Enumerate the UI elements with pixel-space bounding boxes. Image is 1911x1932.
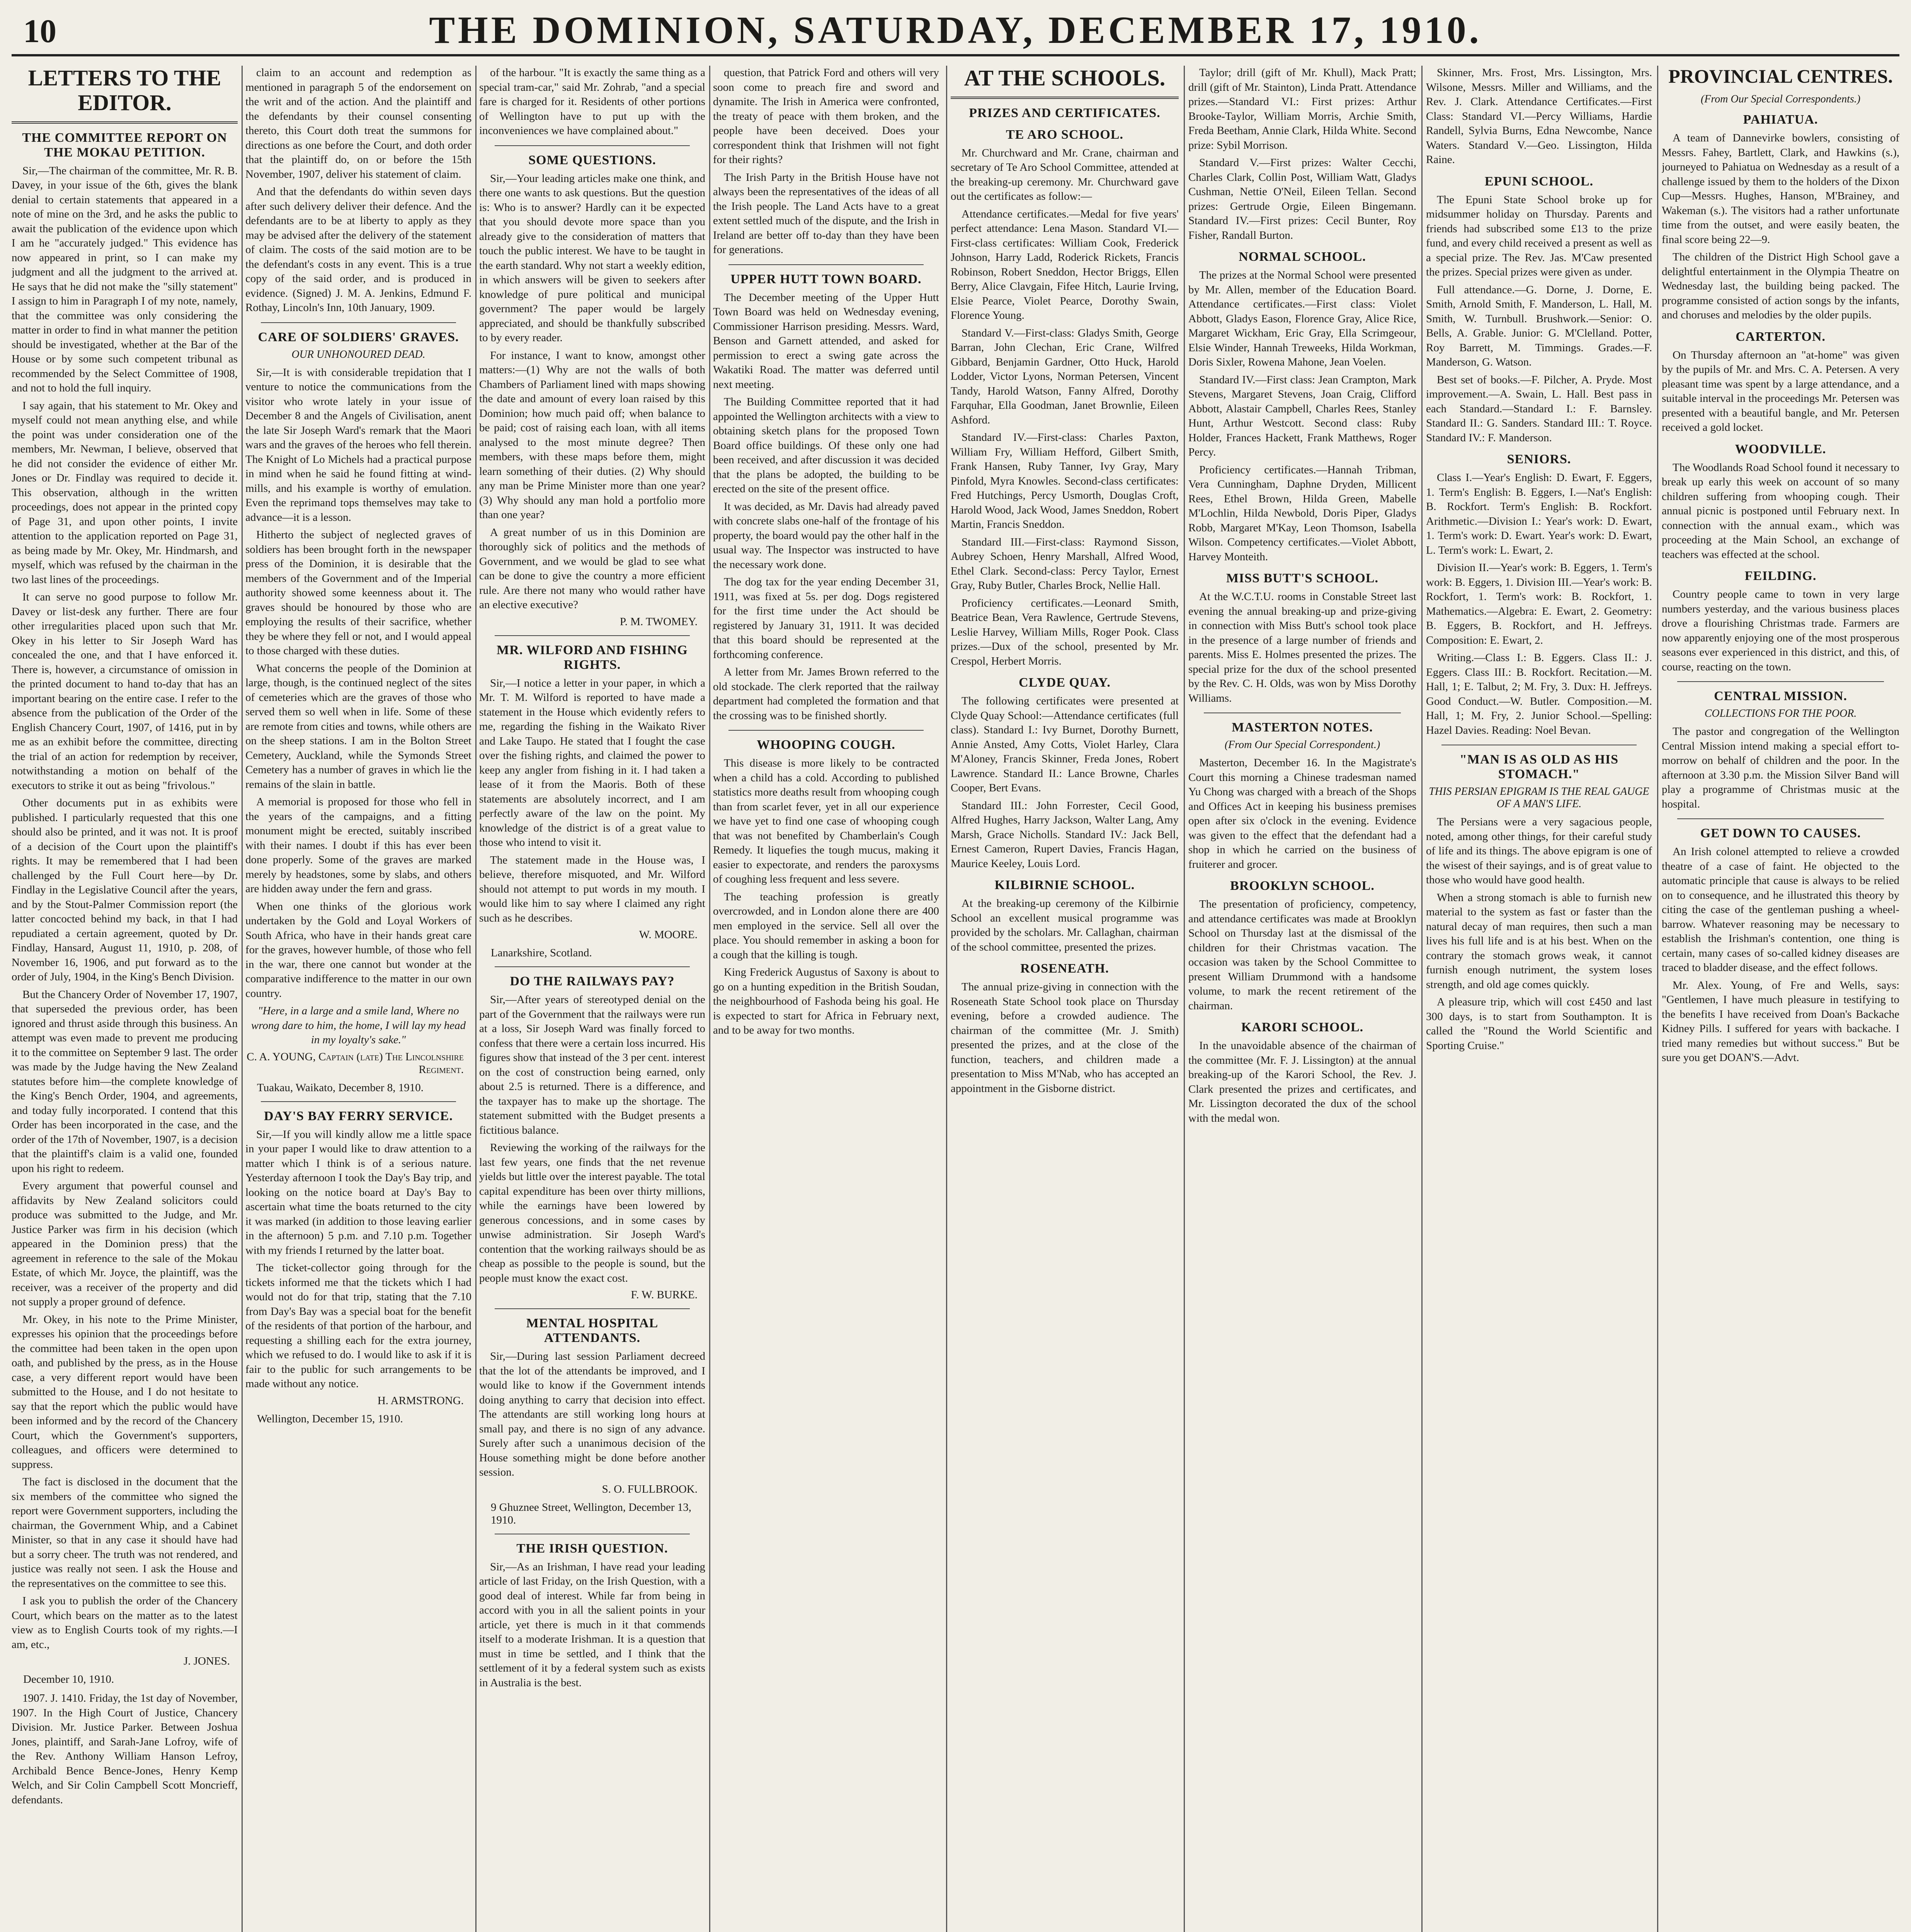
paragraph: I say again, that his statement to Mr. Okey and myself could not mean anything else, and while the point was under consideration one of the members, Mr. Newman, I believe, observed that he did not consider the evidence of either Mr. Jones or Dr. Findlay was required to decide it. This observation, although in the written proceedings, does not appear in the printed copy of Page 31, and upon other points, I invite attention to the application reported on Page 31, as being made by Mr. Okey, Mr. Hindmarsh, and myself, which was refused by the chairman in the two last lines of the proceedings. — [12, 399, 238, 586]
article-heading: CLYDE QUAY. — [1019, 675, 1111, 690]
column-rule — [709, 66, 710, 1932]
paragraph: Proficiency certificates.—Leonard Smith, Beatrice Bean, Vera Rawlence, Gertrude Stevens, Leslie Harvey, William Mills, Roger Pook. Class prizes.—Dux of the school, presented by Mr. Crespol, Herbert Morris. — [951, 597, 1179, 667]
paragraph: question, that Patrick Ford and others will very soon come to preach fire and sword and dynamite. The Irish in America were confronted, the treaty of peace with them broken, and the people have been deceived. Does your correspondent think that Irishmen will not fight for their rights? — [713, 66, 939, 166]
paragraph: Masterton, December 16. In the Magistrate's Court this morning a Chinese tradesman named Yu Chong was charged with a breach of the Shops and Offices Act in keeping his business premises open after six o'clock in the evening. Evidence was given to the effect that the defendant had a shop in which he carried on the business of fruiterer and grocer. — [1188, 757, 1416, 871]
paragraph: This disease is more likely to be contracted when a child has a cold. According to published statistics more deaths result from whooping cough than from scarlet fever, yet in all our experience we have yet to find one case of whooping cough that was not benefited by Chamberlain's Cough Remedy. It liquefies the tough mucus, making it easier to expectorate, and renders the paroxysms of coughing less frequent and less severe. — [713, 757, 939, 885]
paragraph: Standard III.—First-class: Raymond Sisson, Aubrey Schoen, Henry Marshall, Alfred Wood, Ethel Clark. Second-class: Percy Taylor, Ernest Gray, Ruby Butler, Charles Brock, Nellie Hall. — [951, 536, 1179, 592]
paragraph: King Frederick Augustus of Saxony is about to go on a hunting expedition in the British Soudan, the neighbourhood of Fashoda being his goal. He is expected to start for Africa in February next, and to be away for two months. — [713, 966, 939, 1036]
paragraph: The pastor and congregation of the Wellington Central Mission intend making a special effort to-morrow on behalf of children and the poor. In the afternoon at 3.30 p.m. the Mission Silver Band will play a programme of Christmas music at the hospital. — [1662, 725, 1899, 810]
paragraph: claim to an account and redemption as mentioned in paragraph 5 of the endorsement on the writ and of the action. And the plaintiff and the defendants by their counsel consenting thereto, this Court doth treat the summons for directions as one before the Court, and doth order that the plaintiff do, on or before the 15th November, 1907, deliver his statement of claim. — [245, 66, 471, 180]
paragraph: Standard IV.—First-class: Charles Paxton, William Fry, William Hefford, Gilbert Smith, Frank Hansen, Ruby Tanner, Ivy Gray, Mary Pinfold, Myra Knowles. Second-class certificates: Fred Hutchings, Percy Usmorth, Douglas Croft, Harold Wood, Jack Wood, James Sneddon, Robert Martin, Francis Sneddon. — [951, 431, 1179, 531]
paragraph: For instance, I want to know, amongst other matters:—(1) Why are not the walls of both Chambers of Parliament lined with maps showing the date and amount of every loan raised by this Dominion; how much paid off; when balance to be paid; cost of raising each loan, with all items analysed to the most minute degree? Then members, with these maps before them, might learn something of their duties. (2) Why should any man be Prime Minister more than one year? (3) Why should any man hold a portfolio more than one year? — [479, 349, 705, 521]
article-heading: SENIORS. — [1507, 452, 1571, 466]
newspaper-page — [12, 8, 1899, 1932]
paragraph: When one thinks of the glorious work undertaken by the Gold and Loyal Workers of South Africa, who have in their hands great care for the graves, however humble, of those who fell in the war, there one cannot but wonder at the comparative indifference to the matter in our own country. — [245, 900, 471, 1000]
paragraph: The dog tax for the year ending December 31, 1911, was fixed at 5s. per dog. Dogs registered for the first time under the Act should be registered by January 31, 1911. It was decided that this board should be represented at the forthcoming conference. — [713, 576, 939, 661]
paragraph: Country people came to town in very large numbers yesterday, and the various business places drove a flourishing Christmas trade. Farmers are now apparently enjoying one of the most prosperous seasons ever experienced in this district, and this, of course, reacting on the town. — [1662, 588, 1899, 673]
article-heading: PAHIATUA. — [1743, 112, 1818, 127]
divider — [12, 121, 238, 124]
paragraph: The Woodlands Road School found it necessary to break up early this week on account of so many children suffering from whooping cough. Their annual picnic is postponed until February next. In connection with the annual exam., which was proceeding at the Main School, an exchange of teachers was effected at the school. — [1662, 461, 1899, 561]
paragraph: Reviewing the working of the railways for the last few years, one finds that the net revenue yields but little over the interest payable. The total capital expenditure has been over thirty millions, while the earnings have been lowered by generous concessions, and in some cases by unwise administration. Sir Joseph Ward's contention that the working railways should be as cheap as possible to the people is sound, but the people must know the exact cost. — [479, 1141, 705, 1284]
paragraph: Standard V.—First-class: Gladys Smith, George Barran, John Clechan, Eric Crane, Wilfred Gibbard, Benjamin Gardner, Otto Huck, Harold Lodder, Victor Lyons, Norman Petersen, Vincent Tandy, Harold Watson, Fanny Alfred, Dorothy Farquhar, Ella Goodman, Janet Brownlie, Eileen Ashford. — [951, 327, 1179, 426]
dateline: Tuakau, Waikato, December 8, 1910. — [257, 1081, 424, 1094]
column-7 — [1426, 66, 1652, 1932]
paragraph: I ask you to publish the order of the Chancery Court, which bears on the matter as to the latest view as to English Courts took of my rights.—I am, etc., — [12, 1595, 238, 1651]
paragraph: Sir,—I notice a letter in your paper, in which a Mr. T. M. Wilford is reported to have made a statement in the House which evidently refers to me, regarding the fishing in the Waikato River and Lake Taupo. He stated that I fought the case over the fishing rights, and claimed the power to keep any angler from fishing in it. I had taken a lease of it from the Maoris. Both of these statements are absolutely incorrect, and I am perfectly aware of the law on the point. My knowledge of the district is of a great value to those who intend to visit it. — [479, 677, 705, 849]
column-rule — [946, 66, 947, 1932]
section-heading-letters: LETTERS TO THE EDITOR. — [28, 66, 221, 115]
article-heading: ROSENEATH. — [1020, 961, 1109, 976]
article-heading: WHOOPING COUGH. — [757, 738, 895, 752]
article-heading: DO THE RAILWAYS PAY? — [510, 974, 675, 988]
paragraph: A team of Dannevirke bowlers, consisting of Messrs. Fahey, Bartlett, Clark, and Hawkins (s.), journeyed to Pahiatua on Wednesday as a result of a challenge issued by them to the holders of the Dixon Cup—Messrs. Hughes, Hanson, M'Brainey, and Wakeman (s.). The visitors had a rather unfortunate time from the outset, and were easily beaten, the final score being 22—9. — [1662, 132, 1899, 246]
paragraph: Best set of books.—F. Pilcher, A. Pryde. Most improvement.—A. Swain, L. Hall. Best pass in each Standard.—Standard I.: F. Barnsley. Standard II.: G. Sanders. Standard III.: T. Royce. Standard IV.: F. Manderson. — [1426, 373, 1652, 444]
article-heading: PRIZES AND CERTIFICATES. — [969, 105, 1161, 120]
section-heading-schools: AT THE SCHOOLS. — [964, 66, 1166, 90]
column-8 — [1662, 66, 1899, 1932]
article-heading: FEILDING. — [1744, 569, 1817, 583]
article-heading: CENTRAL MISSION. — [1714, 689, 1847, 703]
paragraph: Standard IV.—First class: Jean Crampton, Mark Stevens, Margaret Stevens, Joan Craig, Clifford Abbott, Alastair Campbell, Charles Rees, Stanley Hunt, Arthur Westcott. Second class: Ruby Holder, Frances Hackett, Frank Matthews, Roger Percy. — [1188, 373, 1416, 458]
paragraph: The teaching profession is greatly overcrowded, and in London alone there are 400 men employed in the service. Sell all over the place. You should remember in asking a boon for a cough that the killing is tough. — [713, 890, 939, 961]
section-heading-provincial: PROVINCIAL CENTRES. — [1668, 66, 1893, 87]
signature: F. W. BURKE. — [631, 1289, 698, 1301]
article-heading: MR. WILFORD AND FISHING RIGHTS. — [497, 643, 688, 672]
paragraph: Sir,—After years of stereotyped denial on the part of the Government that the railways were run at a loss, Sir Joseph Ward was finally forced to confess that there were a certain loss incurred. His figures show that instead of the 3 per cent. interest on the cost of construction being earned, only about 2.5 is returned. There is a difference, and the taxpayer has to make up the shortage. The statement submitted with the Budget presents a fictitious balance. — [479, 993, 705, 1136]
paragraph: Proficiency certificates.—Hannah Tribman, Vera Cunningham, Daphne Dryden, Millicent Rees, Ethel Brown, Hilda Green, Mabelle M'Lochlin, Hilda Newbold, Doris Piper, Gladys Robb, Margaret M'Kay, Leon Thomson, Isabella Wilson. Competency certificates.—Violet Abbott, Harvey Monteith. — [1188, 463, 1416, 563]
signature: S. O. FULLBROOK. — [602, 1483, 698, 1495]
paragraph: On Thursday afternoon an "at-home" was given by the pupils of Mr. and Mrs. C. A. Petersen. A very pleasant time was spent by a large attendance, and a suitable interval in the proceedings Mr. Petersen was presented with a beautiful bangle, and Mr. Petersen received a gold locket. — [1662, 349, 1899, 434]
article-subheading: THIS PERSIAN EPIGRAM IS THE REAL GAUGE OF A MAN'S LIFE. — [1429, 786, 1649, 810]
column-rule — [242, 66, 243, 1932]
article-heading: MASTERTON NOTES. — [1232, 720, 1373, 735]
paragraph: It was decided, as Mr. Davis had already paved with concrete slabs one-half of the frontage of his property, the board would pay the other half in the usual way. The Inspector was instructed to have the necessary work done. — [713, 500, 939, 571]
article-heading: UPPER HUTT TOWN BOARD. — [730, 272, 922, 286]
column-3 — [479, 66, 705, 1932]
article-heading: MENTAL HOSPITAL ATTENDANTS. — [526, 1316, 659, 1345]
article-heading: CARE OF SOLDIERS' GRAVES. — [258, 330, 459, 344]
article-heading: MISS BUTT'S SCHOOL. — [1226, 571, 1379, 585]
dateline: 9 Ghuznee Street, Wellington, December 13, 1910. — [491, 1501, 691, 1526]
divider — [1677, 681, 1884, 682]
paragraph: When a strong stomach is able to furnish new material to the system as fast or faster than the natural decay of man requires, then such a man lives his full life and is at his best. When on the contrary the stomach grows weak, it cannot furnish enough nutriment, the system loses strength, and old age comes quickly. — [1426, 891, 1652, 991]
signature: H. ARMSTRONG. — [377, 1394, 464, 1407]
paragraph: of the harbour. "It is exactly the same thing as a special tram-car," said Mr. Zohrab, "and a special fare is charged for it. Residents of other portions of Wellington have to put up with the inconveniences we have complained about." — [479, 66, 705, 137]
article-subheading: OUR UNHONOURED DEAD. — [291, 348, 425, 361]
column-6 — [1188, 66, 1416, 1932]
verse: "Here, in a large and a smile land, Where no wrong dare to him, the home, I will lay my head in my loyalty's sake." — [251, 1005, 466, 1046]
paragraph: An Irish colonel attempted to relieve a crowded theatre of a case of faint. He objected to the automatic principle that cause is always to be relied on to consequence, and he illustrated this theory by citing the case of the gentleman pushing a wheel-barrow. Whatever reasoning may be necessary to establish the Irishman's contention, one thing is certain, many cases of so-called kidney diseases are traced to bladder disease, and the effect follows. — [1662, 845, 1899, 974]
paragraph: A letter from Mr. James Brown referred to the old stockade. The clerk reported that the railway department had completed the formation and that the crossing was to be finished shortly. — [713, 666, 939, 722]
paragraph: Division II.—Year's work: B. Eggers, 1. Term's work: B. Eggers, 1. Division III.—Year's work: B. Rockfort, 1. Term's work: B. Rockfort, 1. Mathematics.—Algebra: E. Ewart, 2. Geometry: B. Eggers, B. Rockfort, and H. Jeffreys. Composition: E. Ewart, 2. — [1426, 561, 1652, 646]
dateline: December 10, 1910. — [23, 1673, 114, 1686]
paragraph: Sir,—If you will kindly allow me a little space in your paper I would like to draw attention to a matter which I think is of a serious nature. Yesterday afternoon I took the Day's Bay trip, and looking on the notice board at Day's Bay to ascertain what time the boats returned to the city it was marked (in addition to those leaving earlier in the afternoon) 5 p.m. and 7.10 p.m. Together with my friends I returned by the latter boat. — [245, 1128, 471, 1257]
paragraph: Mr. Churchward and Mr. Crane, chairman and secretary of Te Aro School Committee, attended at the breaking-up ceremony. Mr. Churchward gave out the certificates as follow:— — [951, 146, 1179, 203]
article-heading: NORMAL SCHOOL. — [1239, 250, 1366, 264]
signature: W. MOORE. — [639, 929, 698, 941]
paragraph: And that the defendants do within seven days after such delivery deliver their defence. And the defendants are to be at liberty to apply as they may be advised after the delivery of the statement of claim. The costs of the said motion are to be the defendant's costs in any event. This is a true copy of the said order, and is produced in evidence. (Signed) J. M. A. Jenkins, Edmund F. Rothay, Lincoln's Inn, 10th January, 1909. — [245, 185, 471, 314]
paragraph: Mr. Alex. Young, of Fre and Wells, says: "Gentlemen, I have much pleasure in testifying to the benefits I have received from Doan's Backache Kidney Pills. I suffered for years with backache. I tried many remedies but without success." But be sure you get DOAN'S.—Advt. — [1662, 979, 1899, 1064]
article-heading: KILBIRNIE SCHOOL. — [994, 878, 1135, 893]
signature: C. A. YOUNG, Captain (late) The Lincolnshire Regiment. — [247, 1050, 464, 1076]
column-4 — [713, 66, 939, 1932]
paragraph: In the unavoidable absence of the chairman of the committee (Mr. F. J. Lissington) at the annual breaking-up of the Karori School, the Rev. J. Clark presented the prizes and certificates, and Mr. Lissington decorated the dux of the school with the medal won. — [1188, 1039, 1416, 1124]
article-heading: EPUNI SCHOOL. — [1484, 174, 1594, 189]
paragraph: Sir,—It is with considerable trepidation that I venture to notice the communications from the visitor who wrote lately in your issue of December 8 and the Angels of Civilisation, anent the late Sir Joseph Ward's remark that the Maori wars and the graves of the heroes who fell therein. The Knight of Lo Michels had a practical purpose in mind when he said he found fitting at wind-mills, and his example is worthy of emulation. Even the reprimand tops themselves may take to advance—it is a lesson. — [245, 366, 471, 524]
article-heading: THE COMMITTEE REPORT ON THE MOKAU PETITION. — [22, 130, 227, 160]
paragraph: A pleasure trip, which will cost £450 and last 300 days, is to start from Southampton. It is called the "Round the World Scientific and Sporting Cruise." — [1426, 996, 1652, 1052]
divider — [261, 322, 456, 323]
paragraph: The December meeting of the Upper Hutt Town Board was held on Wednesday evening, Commissioner Harrison presiding. Messrs. Ward, Benson and Garnett attended, and asked for permission to erect a swing gate across the Wakatiki Road. The matter was deferred until next meeting. — [713, 291, 939, 391]
column-rule — [475, 66, 476, 1932]
article-subheading: COLLECTIONS FOR THE POOR. — [1704, 707, 1857, 719]
paragraph: Sir,—During last session Parliament decreed that the lot of the attendants be improved, and I would like to know if the Government intends doing anything to carry that decision into effect. The attendants are still working long hours at small pay, and there is no sign of any advance. Surely after such a unanimous decision of the House something might be done before another session. — [479, 1350, 705, 1478]
divider — [495, 966, 690, 967]
column-rule — [1657, 66, 1658, 1932]
masthead — [12, 8, 1899, 56]
article-heading: DAY'S BAY FERRY SERVICE. — [264, 1109, 453, 1123]
divider — [261, 1101, 456, 1102]
dateline: Lanarkshire, Scotland. — [491, 947, 592, 959]
paragraph: The prizes at the Normal School were presented by Mr. Allen, member of the Education Board. Attendance certificates.—First class: Violet Abbott, Gladys Eason, Florence Gray, Alice Rice, Margaret Wickham, Eric Gray, Ella Scrimgeour, Elsie Winder, Hannah Treweeks, Hilda Workman, Doris Sixler, Rowena Mahone, Jean Voelen. — [1188, 269, 1416, 368]
paragraph: The fact is disclosed in the document that the six members of the committee who signed the report were Government supporters, including the chairman, the Government Whip, and a Cabinet Minister, so that in any case it should have had but a sorry cheer. The truth was not rendered, and justice was really not seen. I ask the House and the representatives on the committee to see this. — [12, 1476, 238, 1590]
article-heading: "MAN IS AS OLD AS HIS STOMACH." — [1459, 752, 1619, 781]
paragraph: Sir,—Your leading articles make one think, and there one wants to ask questions. But the question is: Who is to answer? Hardly can it be expected that you should devote more space than you already give to the consideration of matters that touch the public interest. We have to be taught in the earth standard. Why not start a weekly edition, in which answers will be given to seekers after knowledge of pure political and municipal government? The paper would be largely appreciated, and should be thankfully subscribed to by every reader. — [479, 172, 705, 344]
divider — [1677, 818, 1884, 819]
masthead-title: THE DOMINION, SATURDAY, DECEMBER 17, 1910. — [429, 9, 1482, 51]
paragraph: Standard V.—First prizes: Walter Cecchi, Charles Clark, Collin Post, William Watt, Gladys Cushman, Nettie O'Neil, Eileen Tellan. Second prizes: Gertrude Orgie, Eileen Bingemann. Standard IV.—First prizes: Cecil Bunter, Roy Fisher, Randall Burton. — [1188, 156, 1416, 242]
paragraph: Taylor; drill (gift of Mr. Khull), Mack Pratt; drill (gift of Mr. Stainton), Linda Pratt. Attendance prizes.—Standard VI.: First prizes: Arthur Brooke-Taylor, William Morris, Archie Smith, Freda Beetham, Annie Clark, Hilda White. Second prize: Sybil Morrison. — [1188, 66, 1416, 151]
divider — [728, 264, 924, 265]
article-heading: KARORI SCHOOL. — [1241, 1020, 1364, 1034]
paragraph: Hitherto the subject of neglected graves of soldiers has been brought forth in the newspaper press of the Dominion, it is desirable that the members of the Government and of the Imperial authority showed some keenness about it. The graves should be honoured by those who are employing the results of their sacrifice, whether they be where they fell or not, and I would appeal to those charged with these duties. — [245, 529, 471, 657]
article-heading: SOME QUESTIONS. — [528, 153, 656, 167]
paragraph: What concerns the people of the Dominion at large, though, is the continued neglect of the sites of cemeteries which are the graves of those who served them so well when in life. Some of these are remote from cities and towns, while others are on the sheep stations. I am in the Bolton Street Cemetery, Auckland, while the Symonds Street Cemetery has a number of graves in which lie the remains of the slain in battle. — [245, 662, 471, 791]
paragraph: The children of the District High School gave a delightful entertainment in the Olympia Theatre on Wednesday last, the building being packed. The programme consisted of action songs by the infants, and choruses and melodies by the older pupils. — [1662, 251, 1899, 321]
paragraph: The Persians were a very sagacious people, noted, among other things, for their careful study of life and its things. The above epigram is one of the wisest of their sayings, and is of great value to those who would have good health. — [1426, 816, 1652, 886]
paragraph: Attendance certificates.—Medal for five years' perfect attendance: Lena Mason. Standard VI.—First-class certificates: William Cook, Frederick Johnson, Harry Ladd, Roderick Rickets, Francis Robinson, Robert Sneddon, Hector Briggs, Ellen Berry, Alice Clavgain, Fifee Hitch, Laurie Irving, Elsie Pearce, Violet Pearce, Dorothy Swain, Florence Young. — [951, 207, 1179, 322]
signature: P. M. TWOMEY. — [619, 615, 698, 628]
paragraph: 1907. J. 1410. Friday, the 1st day of November, 1907. In the High Court of Justice, Chancery Division. Mr. Justice Parker. Between Joshua Jones, plaintiff, and Sarah-Jane Lofroy, wife of the Rev. Anthony William Hanson Lefroy, Archibald Bence Bence-Jones, Henry Kemp Welch, and Sir Colin Campbell Scott Moncrieff, defendants. — [12, 1692, 238, 1806]
paragraph: The following certificates were presented at Clyde Quay School:—Attendance certificates (full class). Standard I.: Ivy Burnet, Dorothy Burnett, Annie Ansted, Amy Cotts, Violet Harley, Clara M'Aloney, Francis Skinner, Freda Jones, Robert Lawrence. Standard II.: Lance Browne, Charles Cooper, Bert Evans. — [951, 695, 1179, 794]
paragraph: The Epuni State School broke up for midsummer holiday on Thursday. Parents and friends had subscribed some £13 to the prize fund, and every child received a present as well as a special prize. The Rev. Jas. M'Caw presented the prizes. Special prizes were given as under. — [1426, 193, 1652, 278]
paragraph: Skinner, Mrs. Frost, Mrs. Lissington, Mrs. Wilsone, Messrs. Miller and Williams, and the Rev. J. Clark. Attendance Certificates.—First Class: Standard VI.—Percy Williams, Hardie Randell, Sylvia Burns, Edna Newcombe, Nance Waters. Standard V.—Geo. Lissington, Hilda Raine. — [1426, 66, 1652, 166]
paragraph: Standard III.: John Forrester, Cecil Good, Alfred Hughes, Harry Jackson, Walter Lang, Amy Marsh, Grace Nicholls. Standard IV.: Jack Bell, Ernest Cameron, Rupert Davies, Francis Hagan, Maurice Keeley, Louis Lord. — [951, 799, 1179, 870]
article-heading: THE IRISH QUESTION. — [516, 1541, 668, 1556]
column-5 — [951, 66, 1179, 1932]
article-heading: GET DOWN TO CAUSES. — [1700, 826, 1861, 840]
paragraph: Every argument that powerful counsel and affidavits by New Zealand solicitors could produce was submitted to the Judge, and Mr. Justice Parker was firm in his decision (which appeared in the Dominion press) that the agreement in reference to the sale of the Mokau Estate, of which Mr. Joyce, the plaintiff, was the receiver, was a receiver of the property and did not supply a proper ground of defence. — [12, 1180, 238, 1308]
signature: J. JONES. — [183, 1655, 230, 1668]
column-1 — [12, 66, 238, 1932]
paragraph: Class I.—Year's English: D. Ewart, F. Eggers, 1. Term's English: B. Eggers, I.—Nat's English: B. Rockfort. Term's English: B. Rockfort. Arithmetic.—Division I.: Year's work: D. Ewart, 1. Term's work: D. Ewart. Year's work: D. Ewart, L. Term's work: L. Ewart, 2. — [1426, 471, 1652, 556]
paragraph: Sir,—As an Irishman, I have read your leading article of last Friday, on the Irish Question, with a good deal of interest. While far from being in accord with you in all the salient points in your article, yet there is much in it that commends itself to a moderate Irishman. It is a question that must in time be settled, and I think that the settlement of it by a federal system such as exists in Australia is the best. — [479, 1560, 705, 1689]
column-2 — [245, 66, 471, 1932]
paragraph: A memorial is proposed for those who fell in the years of the campaigns, and a fitting monument might be erected, suitably inscribed with their names. I doubt if this has ever been done properly. Some of the graves are marked merely by headstones, some by slabs, and others are hidden away under the fern and grass. — [245, 796, 471, 895]
article-heading: BROOKLYN SCHOOL. — [1230, 879, 1375, 893]
paragraph: The Building Committee reported that it had appointed the Wellington architects with a view to obtaining sketch plans for the proposed Town Board office buildings. Of these only one had been received, and after discussion it was decided that the plans be adopted, the building to be erected on the site of the present office. — [713, 396, 939, 495]
divider — [495, 145, 690, 146]
divider — [495, 635, 690, 636]
article-heading: TE ARO SCHOOL. — [1006, 127, 1123, 142]
paragraph: The Irish Party in the British House have not always been the representatives of the ideas of all the Irish people. The Land Acts have to a great extent settled much of the dispute, and the Irish in Ireland are better off to-day than they have been for generations. — [713, 171, 939, 256]
article-heading: CARTERTON. — [1736, 329, 1826, 344]
paragraph: At the breaking-up ceremony of the Kilbirnie School an excellent musical programme was provided by the scholars. Mr. Callaghan, chairman of the school committee, presented the prizes. — [951, 897, 1179, 953]
paragraph: A great number of us in this Dominion are thoroughly sick of politics and the methods of Government, and we would be glad to see what can be done to give the country a more efficient rule. Are there not many who would rather have an elective executive? — [479, 526, 705, 611]
paragraph: The presentation of proficiency, competency, and attendance certificates was made at Brooklyn School on Thursday last at the dismissal of the children for their Christmas vacation. The occasion was taken by the School Committee to present William Drummond with a handsome volume, to mark the recent retirement of the chairman. — [1188, 898, 1416, 1012]
paragraph: But the Chancery Order of November 17, 1907, that superseded the previous order, has been ignored and thrust aside through this business. An attempt was even made to prevent me producing it to the committee on September 9 last. The order was made by the Judge having the New Zealand statutes before him—the complete knowledge of the King's Bench Order, 1904, and agreements, and today fully incorporated. I contend that this Order has been incorporated in the case, and the order of the 17th of November, 1907, is a decision that the plaintiff's claim is a valid one, founded upon his right to redeem. — [12, 988, 238, 1175]
paragraph: Mr. Okey, in his note to the Prime Minister, expresses his opinion that the proceedings before the committee had been taken in the open upon oath, and published by the press, as in the House case, a very different report would have been submitted to the House, and I do not hesitate to say that the report which the public would have been informed and by the record of the Chancery Court, which the Government's supporters, colleagues, and officers were determined to suppress. — [12, 1313, 238, 1471]
dateline: Wellington, December 15, 1910. — [257, 1412, 403, 1425]
divider — [728, 730, 924, 731]
paragraph: The statement made in the House was, I believe, therefore misquoted, and Mr. Wilford should not attempt to put words in my mouth. I would like him to say where I claimed any right such as he describes. — [479, 854, 705, 924]
paragraph: The annual prize-giving in connection with the Roseneath State School took place on Thursday evening, before a crowded audience. The chairman of the committee (Mr. J. Smith) presented the prizes, and at the close of the function, teachers, and children made a presentation to Miss M'Nab, who has accepted an appointment in the Gisborne district. — [951, 981, 1179, 1095]
paragraph: Sir,—The chairman of the committee, Mr. R. B. Davey, in your issue of the 6th, gives the blank denial to certain statements that appeared in a note of mine on the 3rd, and he asks the public to await the publication of the evidence upon which I am he "accurately judged." This evidence has now appeared in print, so I can make my judgment and all the judgment to the arrived at. He says that he did not make the "silly statement" I assign to him in Paragraph I of my note, namely, that the committee was only considering the matter in order to find in what manner the petition should be investigated, whether at the Bar of the House or by some such competent tribunal as recommended by the Select Committee of 1908, and not to hold the full inquiry. — [12, 164, 238, 395]
article-subheading: (From Our Special Correspondent.) — [1224, 739, 1380, 751]
page-number: 10 — [23, 12, 56, 49]
column-rule — [1184, 66, 1185, 1932]
divider — [951, 97, 1179, 99]
divider — [495, 1308, 690, 1309]
paragraph: Writing.—Class I.: B. Eggers. Class II.: J. Eggers. Class III.: B. Rockfort. Recitation.—M. Hall, 1; E. Talbut, 2; M. Fry, 3. Dux: H. Jeffreys. Good Conduct.—W. Butler. Composition.—M. Hall, 1; M. Fry, 2. Junior School.—Spelling: Hazel Davies. Reading: Noel Bevan. — [1426, 651, 1652, 736]
paragraph: At the W.C.T.U. rooms in Constable Street last evening the annual breaking-up and prize-giving in connection with Miss Butt's school took place in the presence of a large number of friends and parents. Miss E. Holmes presented the prizes. The special prize for the dux of the school presented by the Rev. C. H. Olds, was won by Miss Dorothy Williams. — [1188, 590, 1416, 704]
article-heading: WOODVILLE. — [1735, 442, 1826, 456]
paragraph: Full attendance.—G. Dorne, J. Dorne, E. Smith, Arnold Smith, F. Manderson, L. Hall, M. Smith, W. Turnbull. Brushwork.—Senior: O. Bells, A. Grable. Junior: G. M'Clelland. Potter, Roy Barrett, M. Timmings. Grades.—F. Manderson, G. Watson. — [1426, 283, 1652, 368]
column-rule — [1421, 66, 1423, 1932]
paragraph: The ticket-collector going through for the tickets informed me that the tickets which I had would not do for that trip, stating that the 7.10 from Day's Bay was a special boat for the benefit of the residents of that portion of the harbour, and requesting a shilling each for the extra journey, which we refused to do. I would like to ask if it is fair to the public for such arrangements to be made without any notice. — [245, 1262, 471, 1390]
paragraph: Other documents put in as exhibits were published. I particularly requested that this one should also be printed, and it was not. It is proof of a decision of the Court upon the plaintiff's rights. It may be remembered that I had been challenged by the Full Court here—by Dr. Findlay in the Legislative Council after the years, and by the Stout-Palmer Commission report (the latter concocted behind my back, in that I had repudiated a certain agreement, quoted by Dr. Findlay, Hansard, August 11, 1910, p. 208, of November 16, 1906, and put forward as to the order of July, 1904, in the King's Bench Division. — [12, 797, 238, 983]
article-subheading: (From Our Special Correspondents.) — [1700, 93, 1861, 105]
paragraph: It can serve no good purpose to follow Mr. Davey or list-desk any further. There are four other irregularities placed upon such that Mr. Okey in his letter to Sir Joseph Ward has concealed the one, and that I have enforced it. There is, however, a circumstance of omission in the printed document to hand to-day that has an important bearing on the entire case. I refer to the absence from the publication of the Order of the English Chancery Court, 1907, of 1416, put in by me as an exhibit before the committee, directing the trial of an action for redemption by receiver, notwithstanding a motion on behalf of the executors to strike it out as being "frivolous." — [12, 591, 238, 792]
